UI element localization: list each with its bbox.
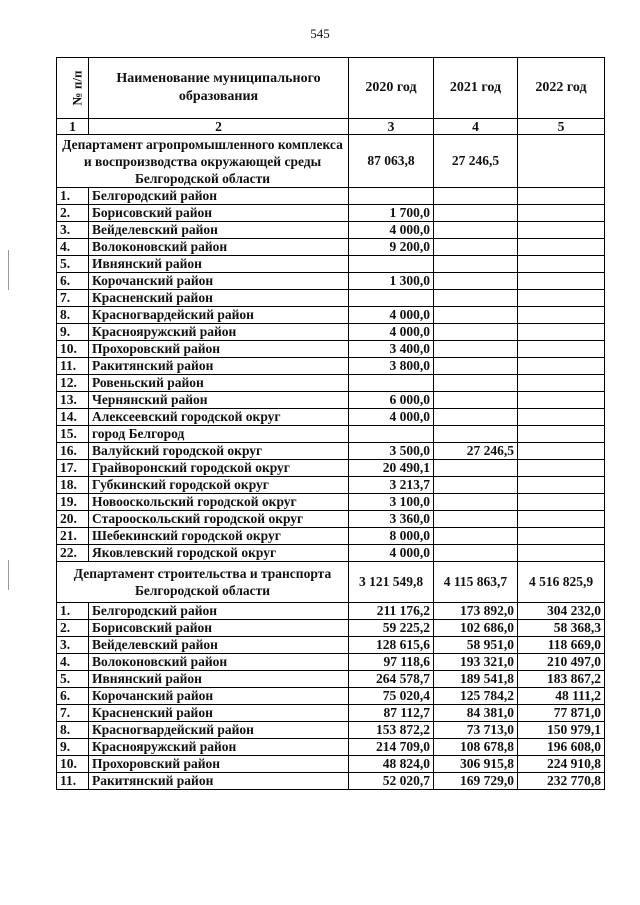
row-value-2020: 3 800,0 [349, 358, 434, 375]
row-value-2020: 153 872,2 [349, 722, 434, 739]
row-name: Ровеньский район [89, 375, 349, 392]
row-value-2021 [434, 494, 518, 511]
row-value-2021 [434, 324, 518, 341]
row-value-2022: 196 608,0 [518, 739, 605, 756]
row-number: 21. [57, 528, 89, 545]
row-value-2022 [518, 358, 605, 375]
row-value-2022 [518, 307, 605, 324]
row-value-2021 [434, 273, 518, 290]
table-row [57, 188, 605, 205]
column-number-row [57, 119, 605, 135]
row-value-2020: 8 000,0 [349, 528, 434, 545]
row-value-2020: 9 200,0 [349, 239, 434, 256]
table-row [57, 341, 605, 358]
row-value-2022 [518, 443, 605, 460]
row-value-2022 [518, 528, 605, 545]
row-value-2022 [518, 273, 605, 290]
row-name: Вейделевский район [89, 637, 349, 654]
row-value-2022 [518, 460, 605, 477]
table-row [57, 409, 605, 426]
row-value-2022 [518, 392, 605, 409]
column-number: 4 [434, 119, 518, 135]
table-row [57, 637, 605, 654]
row-number: 20. [57, 511, 89, 528]
row-number: 5. [57, 256, 89, 273]
row-name: Грайворонский городской округ [89, 460, 349, 477]
row-value-2022 [518, 188, 605, 205]
row-value-2020: 4 000,0 [349, 222, 434, 239]
row-value-2020: 3 400,0 [349, 341, 434, 358]
row-value-2022 [518, 426, 605, 443]
row-value-2020: 128 615,6 [349, 637, 434, 654]
row-name: Новооскольский городской округ [89, 494, 349, 511]
row-number: 19. [57, 494, 89, 511]
table-row [57, 205, 605, 222]
department-row [57, 135, 605, 188]
row-value-2021 [434, 222, 518, 239]
table-row [57, 239, 605, 256]
row-value-2022: 210 497,0 [518, 654, 605, 671]
row-value-2021 [434, 375, 518, 392]
row-number: 8. [57, 722, 89, 739]
row-value-2020: 4 000,0 [349, 545, 434, 562]
row-name: Губкинский городской округ [89, 477, 349, 494]
department-row [57, 562, 605, 603]
row-name: город Белгород [89, 426, 349, 443]
row-value-2020: 59 225,2 [349, 620, 434, 637]
row-name: Краснояружский район [89, 739, 349, 756]
row-value-2021: 173 892,0 [434, 603, 518, 620]
row-number: 11. [57, 358, 89, 375]
row-name: Борисовский район [89, 205, 349, 222]
row-value-2021 [434, 341, 518, 358]
row-number: 2. [57, 205, 89, 222]
row-value-2020 [349, 188, 434, 205]
row-name: Корочанский район [89, 688, 349, 705]
column-number: 2 [89, 119, 349, 135]
table-row [57, 290, 605, 307]
row-value-2021 [434, 528, 518, 545]
row-value-2020: 4 000,0 [349, 409, 434, 426]
row-number: 9. [57, 739, 89, 756]
row-number: 10. [57, 756, 89, 773]
row-name: Волоконовский район [89, 239, 349, 256]
header-2021: 2021 год [434, 58, 518, 119]
scan-margin-line [8, 560, 9, 590]
row-value-2021 [434, 256, 518, 273]
row-name: Чернянский район [89, 392, 349, 409]
table-row [57, 443, 605, 460]
table-row [57, 603, 605, 620]
table-row [57, 375, 605, 392]
row-value-2020: 3 500,0 [349, 443, 434, 460]
header-2022: 2022 год [518, 58, 605, 119]
row-value-2021 [434, 307, 518, 324]
row-value-2020 [349, 290, 434, 307]
budget-table [56, 57, 605, 790]
column-number: 1 [57, 119, 89, 135]
row-name: Белгородский район [89, 603, 349, 620]
row-value-2022 [518, 239, 605, 256]
row-value-2020: 52 020,7 [349, 773, 434, 790]
table-header-row [57, 58, 605, 119]
table-row [57, 773, 605, 790]
row-name: Валуйский городской округ [89, 443, 349, 460]
row-number: 14. [57, 409, 89, 426]
row-name: Краснояружский район [89, 324, 349, 341]
row-value-2022: 232 770,8 [518, 773, 605, 790]
table-row [57, 477, 605, 494]
row-value-2022 [518, 511, 605, 528]
row-value-2021 [434, 426, 518, 443]
row-value-2020: 20 490,1 [349, 460, 434, 477]
table-row [57, 511, 605, 528]
row-number: 1. [57, 603, 89, 620]
row-value-2022 [518, 290, 605, 307]
row-name: Ивнянский район [89, 256, 349, 273]
row-value-2021: 193 321,0 [434, 654, 518, 671]
row-name: Ракитянский район [89, 358, 349, 375]
scan-margin-line [8, 250, 9, 290]
department-title: Департамент строительства и транспорта Белгородской области [57, 562, 349, 603]
department-total-y2020: 3 121 549,8 [349, 562, 434, 603]
row-number: 3. [57, 222, 89, 239]
row-value-2022: 224 910,8 [518, 756, 605, 773]
row-number: 3. [57, 637, 89, 654]
row-value-2020: 97 118,6 [349, 654, 434, 671]
row-name: Корочанский район [89, 273, 349, 290]
row-value-2020: 6 000,0 [349, 392, 434, 409]
department-total-y2021: 4 115 863,7 [434, 562, 518, 603]
page-number: 545 [310, 26, 330, 41]
row-number: 22. [57, 545, 89, 562]
row-value-2022: 183 867,2 [518, 671, 605, 688]
header-no: № п/п [57, 58, 89, 119]
department-title: Департамент агропромышленного комплекса и воспроизводства окружающей среды Белгородской области [57, 135, 349, 188]
row-value-2021: 169 729,0 [434, 773, 518, 790]
row-value-2020: 87 112,7 [349, 705, 434, 722]
table-row [57, 494, 605, 511]
row-value-2021: 84 381,0 [434, 705, 518, 722]
row-name: Борисовский район [89, 620, 349, 637]
column-number: 3 [349, 119, 434, 135]
row-name: Прохоровский район [89, 756, 349, 773]
row-value-2020: 3 213,7 [349, 477, 434, 494]
row-value-2020: 1 300,0 [349, 273, 434, 290]
row-value-2020: 214 709,0 [349, 739, 434, 756]
row-value-2022 [518, 222, 605, 239]
row-name: Ивнянский район [89, 671, 349, 688]
row-value-2021: 108 678,8 [434, 739, 518, 756]
row-number: 8. [57, 307, 89, 324]
row-name: Волоконовский район [89, 654, 349, 671]
table-row [57, 324, 605, 341]
row-value-2020: 264 578,7 [349, 671, 434, 688]
row-value-2021 [434, 460, 518, 477]
row-value-2021: 27 246,5 [434, 443, 518, 460]
row-number: 5. [57, 671, 89, 688]
table-row [57, 307, 605, 324]
row-name: Прохоровский район [89, 341, 349, 358]
row-value-2021 [434, 511, 518, 528]
row-number: 12. [57, 375, 89, 392]
row-value-2020 [349, 426, 434, 443]
row-value-2022 [518, 494, 605, 511]
table-row [57, 460, 605, 477]
table-row [57, 426, 605, 443]
department-total-y2020: 87 063,8 [349, 135, 434, 188]
row-value-2020: 3 360,0 [349, 511, 434, 528]
row-value-2022 [518, 324, 605, 341]
table-row [57, 256, 605, 273]
row-name: Красненский район [89, 705, 349, 722]
row-number: 7. [57, 290, 89, 307]
row-value-2022 [518, 477, 605, 494]
row-value-2020: 4 000,0 [349, 324, 434, 341]
row-number: 4. [57, 654, 89, 671]
row-number: 13. [57, 392, 89, 409]
table-row [57, 545, 605, 562]
row-number: 2. [57, 620, 89, 637]
row-number: 7. [57, 705, 89, 722]
row-value-2022: 48 111,2 [518, 688, 605, 705]
row-name: Яковлевский городской округ [89, 545, 349, 562]
row-value-2022 [518, 341, 605, 358]
row-value-2021 [434, 205, 518, 222]
row-value-2021 [434, 290, 518, 307]
table-row [57, 273, 605, 290]
row-value-2022 [518, 545, 605, 562]
row-name: Красногвардейский район [89, 307, 349, 324]
table-row [57, 358, 605, 375]
row-value-2022: 118 669,0 [518, 637, 605, 654]
row-number: 1. [57, 188, 89, 205]
table-row [57, 620, 605, 637]
table-row [57, 688, 605, 705]
table-row [57, 756, 605, 773]
row-value-2021 [434, 409, 518, 426]
row-number: 6. [57, 688, 89, 705]
table-row [57, 705, 605, 722]
row-number: 4. [57, 239, 89, 256]
row-value-2022 [518, 375, 605, 392]
department-total-y2022: 4 516 825,9 [518, 562, 605, 603]
row-number: 10. [57, 341, 89, 358]
row-value-2022: 304 232,0 [518, 603, 605, 620]
row-name: Вейделевский район [89, 222, 349, 239]
row-name: Старооскольский городской округ [89, 511, 349, 528]
row-number: 18. [57, 477, 89, 494]
row-name: Белгородский район [89, 188, 349, 205]
table-row [57, 671, 605, 688]
table-row [57, 654, 605, 671]
row-number: 16. [57, 443, 89, 460]
row-name: Красненский район [89, 290, 349, 307]
row-value-2021: 125 784,2 [434, 688, 518, 705]
row-value-2021 [434, 477, 518, 494]
row-value-2022: 58 368,3 [518, 620, 605, 637]
row-value-2020: 48 824,0 [349, 756, 434, 773]
row-number: 9. [57, 324, 89, 341]
row-value-2020: 211 176,2 [349, 603, 434, 620]
row-value-2021: 73 713,0 [434, 722, 518, 739]
row-value-2020 [349, 256, 434, 273]
row-value-2021: 189 541,8 [434, 671, 518, 688]
row-number: 11. [57, 773, 89, 790]
row-value-2021 [434, 358, 518, 375]
row-value-2022: 77 871,0 [518, 705, 605, 722]
row-number: 15. [57, 426, 89, 443]
row-value-2021: 58 951,0 [434, 637, 518, 654]
table-row [57, 528, 605, 545]
header-name: Наименование муниципального образования [89, 58, 349, 119]
table-row [57, 722, 605, 739]
row-value-2022 [518, 256, 605, 273]
row-value-2022: 150 979,1 [518, 722, 605, 739]
row-value-2022 [518, 409, 605, 426]
row-value-2020: 75 020,4 [349, 688, 434, 705]
department-total-y2022 [518, 135, 605, 188]
row-name: Алексеевский городской округ [89, 409, 349, 426]
table-row [57, 739, 605, 756]
row-value-2021: 102 686,0 [434, 620, 518, 637]
row-value-2020: 4 000,0 [349, 307, 434, 324]
row-value-2020 [349, 375, 434, 392]
row-value-2020: 3 100,0 [349, 494, 434, 511]
row-value-2020: 1 700,0 [349, 205, 434, 222]
column-number: 5 [518, 119, 605, 135]
row-value-2021 [434, 239, 518, 256]
header-2020: 2020 год [349, 58, 434, 119]
table-row [57, 392, 605, 409]
department-total-y2021: 27 246,5 [434, 135, 518, 188]
row-name: Ракитянский район [89, 773, 349, 790]
row-value-2022 [518, 205, 605, 222]
row-value-2021 [434, 545, 518, 562]
row-number: 17. [57, 460, 89, 477]
row-value-2021: 306 915,8 [434, 756, 518, 773]
row-name: Шебекинский городской округ [89, 528, 349, 545]
row-name: Красногвардейский район [89, 722, 349, 739]
table-row [57, 222, 605, 239]
row-value-2021 [434, 188, 518, 205]
row-number: 6. [57, 273, 89, 290]
row-value-2021 [434, 392, 518, 409]
